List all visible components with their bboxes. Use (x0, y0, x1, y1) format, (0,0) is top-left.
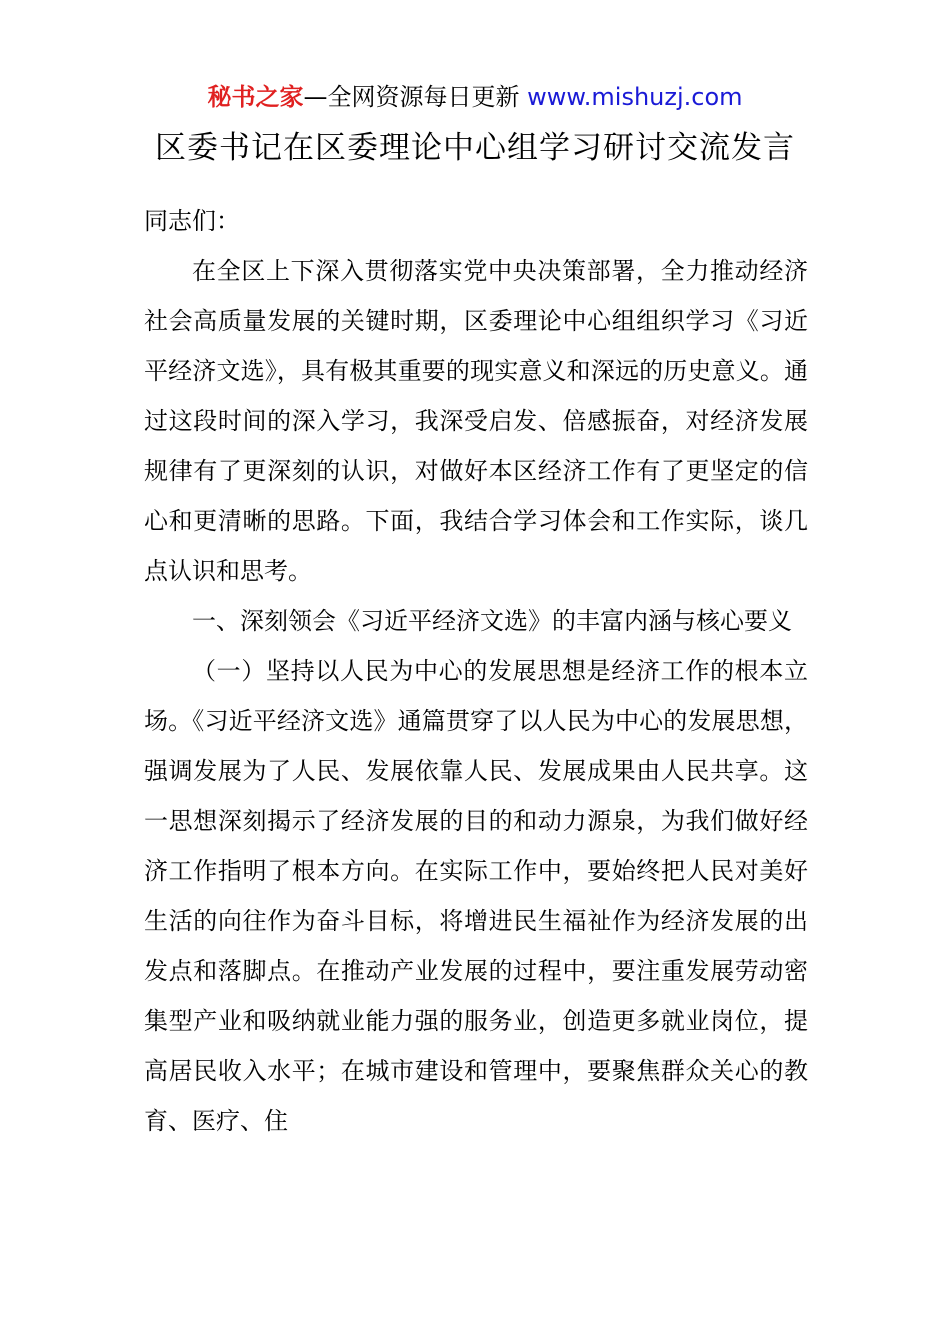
section-heading: 一、深刻领会《习近平经济文选》的丰富内涵与核心要义 (192, 607, 792, 635)
site-brand: 秘书之家 (207, 83, 304, 111)
paragraph-intro: 在全区上下深入贯彻落实党中央决策部署，全力推动经济社会高质量发展的关键时期，区委理论中心组组织学习《习近平经济文选》，具有极其重要的现实意义和深远的历史意义。通过这段时间的深入学习，我深受启发、倍感振奋，对经济发展规律有了更深刻的认识，对做好本区经济工作有了更坚定的信心和更清晰的思路。下面，我结合学习体会和工作实际，谈几点认识和思考。 (144, 257, 808, 585)
site-header (0, 80, 950, 114)
site-tagline: —全网资源每日更新 (303, 83, 528, 111)
site-url-link[interactable]: www.mishuzj.com (527, 83, 743, 111)
document-title: 区委书记在区委理论中心组学习研讨交流发言 (155, 130, 795, 166)
salutation: 同志们： (144, 207, 240, 235)
document-body (144, 196, 808, 1146)
paragraph-subsection-one: （一）坚持以人民为中心的发展思想是经济工作的根本立场。《习近平经济文选》通篇贯穿了以人民为中心的发展思想，强调发展为了人民、发展依靠人民、发展成果由人民共享。这一思想深刻揭示了经济发展的目的和动力源泉，为我们做好经济工作指明了根本方向。在实际工作中，要始终把人民对美好生活的向往作为奋斗目标，将增进民生福祉作为经济发展的出发点和落脚点。在推动产业发展的过程中，要注重发展劳动密集型产业和吸纳就业能力强的服务业，创造更多就业岗位，提高居民收入水平；在城市建设和管理中，要聚焦群众关心的教育、医疗、住 (144, 657, 808, 1135)
